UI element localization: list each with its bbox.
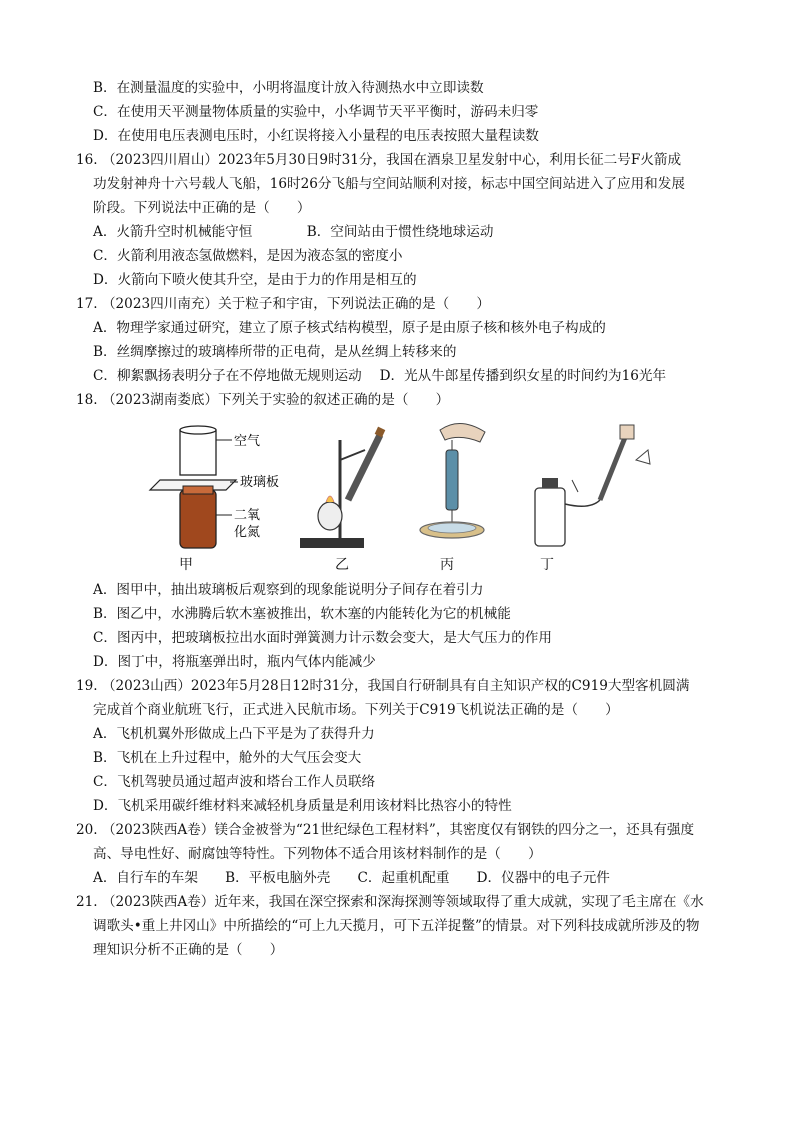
question-16-stem-3: 阶段。下列说法中正确的是（ ） xyxy=(93,200,311,216)
question-20-stem-2: 高、导电性好、耐腐蚀等特性。下列物体不适合用该材料制作的是（ ） xyxy=(93,846,542,862)
option-16ab: A．火箭升空时机械能守恒 B．空间站由于惯性绕地球运动 xyxy=(93,224,494,240)
option-17cd: C．柳絮飘扬表明分子在不停地做无规则运动 D．光从牛郎星传播到织女星的时间约为16光年 xyxy=(93,368,667,384)
experiment-illustration xyxy=(140,420,660,570)
question-19-stem-2: 完成首个商业航班飞行，正式进入民航市场。下列关于C919飞机说法正确的是（ ） xyxy=(93,702,619,718)
question-19-stem-1: 19. （2023山西）2023年5月28日12时31分，我国自行研制具有自主知识产权的C919大型客机圆满 xyxy=(76,678,690,694)
option-19a: A．飞机机翼外形做成上凸下平是为了获得升力 xyxy=(93,726,375,742)
question-20-stem-1: 20. （2023陕西A卷）镁合金被誉为“21世纪绿色工程材料”，其密度仅有钢铁的四分之一，还具有强度 xyxy=(76,822,695,838)
question-16-stem-1: 16. （2023四川眉山）2023年5月30日9时31分，我国在酒泉卫星发射中心，利用长征二号F火箭成 xyxy=(76,152,682,168)
question-21-stem-3: 理知识分析不正确的是（ ） xyxy=(93,942,284,958)
option-16d: D．火箭向下喷火使其升空，是由于力的作用是相互的 xyxy=(93,272,417,288)
option-15c: C．在使用天平测量物体质量的实验中，小华调节天平平衡时，游码未归零 xyxy=(93,104,539,120)
option-20-all: A．自行车的车架 B．平板电脑外壳 C．起重机配重 D．仪器中的电子元件 xyxy=(93,870,610,886)
question-18-stem: 18. （2023湖南娄底）下列关于实验的叙述正确的是（ ） xyxy=(76,392,450,408)
option-15b: B．在测量温度的实验中，小明将温度计放入待测热水中立即读数 xyxy=(93,80,484,96)
option-19b: B．飞机在上升过程中，舱外的大气压会变大 xyxy=(93,750,362,766)
label-glass: 玻璃板 xyxy=(240,475,280,490)
option-15d: D．在使用电压表测电压时，小红误将接入小量程的电压表按照大量程读数 xyxy=(93,128,539,144)
question-21-stem-2: 调歌头•重上井冈山》中所描绘的“可上九天揽月，可下五洋捉鳖”的情景。对下列科技成就所涉及的物 xyxy=(93,918,700,934)
option-19c: C．飞机驾驶员通过超声波和塔台工作人员联络 xyxy=(93,774,376,790)
option-18a: A．图甲中，抽出玻璃板后观察到的现象能说明分子间存在着引力 xyxy=(93,582,484,598)
caption-ding: 丁 xyxy=(540,557,554,573)
option-18b: B．图乙中，水沸腾后软木塞被推出，软木塞的内能转化为它的机械能 xyxy=(93,606,511,622)
experiment-figure xyxy=(140,420,660,570)
spring-scale-icon xyxy=(420,423,485,538)
caption-yi: 乙 xyxy=(335,557,349,573)
question-17-stem: 17. （2023四川南充）关于粒子和宇宙，下列说法正确的是（ ） xyxy=(76,296,490,312)
label-air: 空气 xyxy=(234,434,261,449)
option-17a: A．物理学家通过研究，建立了原子核式结构模型，原子是由原子核和核外电子构成的 xyxy=(93,320,606,336)
jar-setup-icon xyxy=(150,426,238,548)
option-17b: B．丝绸摩擦过的玻璃棒所带的正电荷，是从丝绸上转移来的 xyxy=(93,344,457,360)
caption-jia: 甲 xyxy=(179,557,193,573)
option-18d: D．图丁中，将瓶塞弹出时，瓶内气体内能减少 xyxy=(93,654,376,670)
question-21-stem-1: 21. （2023陕西A卷）近年来，我国在深空探索和深海探测等领域取得了重大成就，实现了毛主席在《水 xyxy=(76,894,704,910)
label-no2-line1: 二氧 xyxy=(234,508,261,523)
option-16c: C．火箭利用液态氢做燃料，是因为液态氢的密度小 xyxy=(93,248,403,264)
option-19d: D．飞机采用碳纤维材料来减轻机身质量是利用该材料比热容小的特性 xyxy=(93,798,512,814)
option-18c: C．图丙中，把玻璃板拉出水面时弹簧测力计示数会变大，是大气压力的作用 xyxy=(93,630,552,646)
label-no2-line2: 化氮 xyxy=(234,525,261,540)
bottle-pump-icon xyxy=(535,425,650,546)
question-16-stem-2: 功发射神舟十六号载人飞船，16时26分飞船与空间站顺利对接，标志中国空间站进入了应用和发展 xyxy=(93,176,685,192)
boiling-test-tube-icon xyxy=(300,427,385,548)
caption-bing: 丙 xyxy=(440,557,454,573)
